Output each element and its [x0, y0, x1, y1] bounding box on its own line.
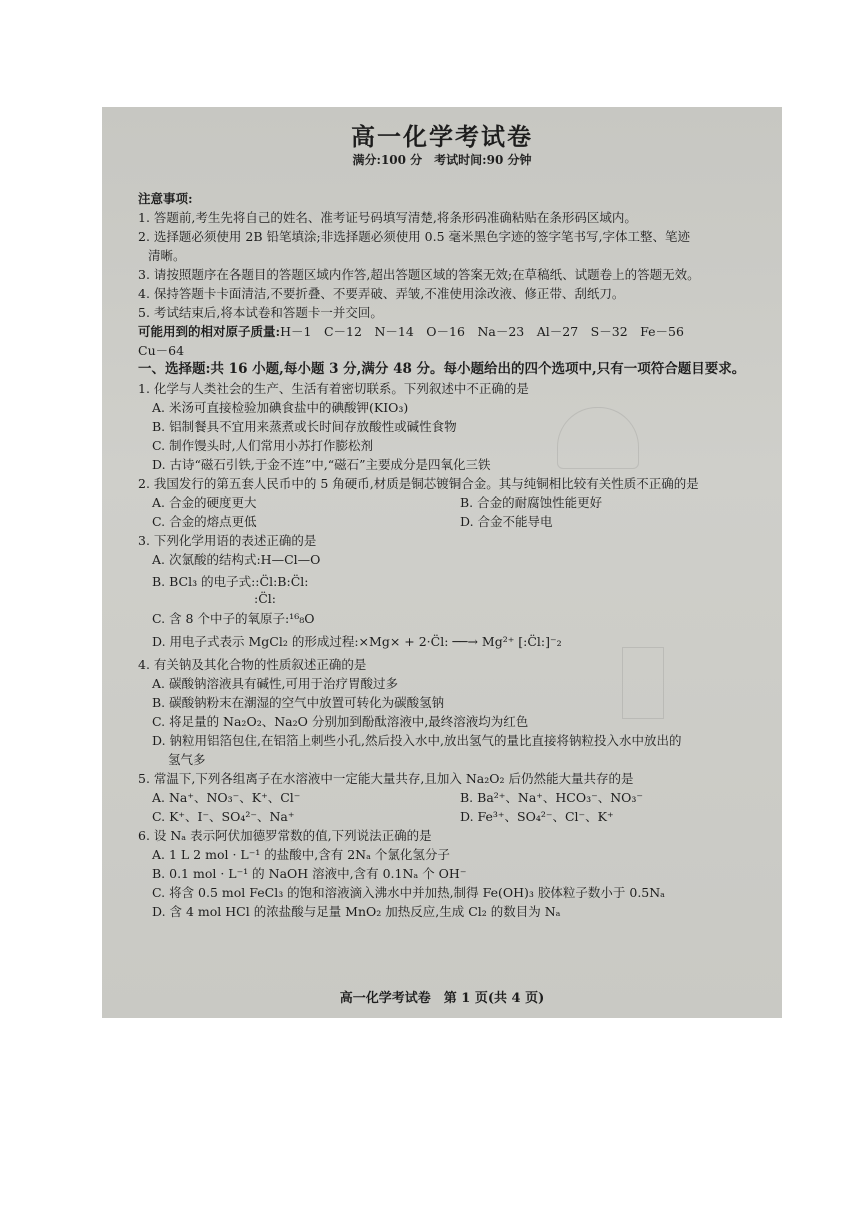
option-d-cont: 氢气多 [168, 752, 206, 767]
note-item: 清晰。 [148, 248, 186, 263]
option-a: A. Na⁺、NO₃⁻、K⁺、Cl⁻ [152, 790, 301, 805]
question-stem: 1. 化学与人类社会的生产、生活有着密切联系。下列叙述中不正确的是 [138, 381, 529, 396]
option-a: A. 次氯酸的结构式:H—Cl—O [152, 552, 321, 567]
option-c: C. 将含 0.5 mol FeCl₃ 的饱和溶液滴入沸水中并加热,制得 Fe(OH)₃ 胶体粒子数小于 0.5Nₐ [152, 885, 666, 900]
note-item: 4. 保持答题卡卡面清洁,不要折叠、不要弄破、弄皱,不准使用涂改液、修正带、刮纸刀。 [138, 286, 625, 301]
note-item: 1. 答题前,考生先将自己的姓名、准考证号码填写清楚,将条形码准确粘贴在条形码区域内。 [138, 210, 637, 225]
option-d: D. 用电子式表示 MgCl₂ 的形成过程:×Mg× + 2·C̈l: ──→ Mg²⁺ [:C̈l:]⁻₂ [152, 634, 562, 649]
page-footer: 高一化学考试卷 第 1 页(共 4 页) [339, 991, 545, 1006]
option-d: D. 合金不能导电 [460, 514, 553, 529]
option-b-structure: :C̈l: [254, 591, 276, 606]
option-row [138, 788, 768, 807]
page-title: 高一化学考试卷 [351, 122, 533, 151]
option-c: C. 将足量的 Na₂O₂、Na₂O 分别加到酚酞溶液中,最终溶液均为红色 [152, 714, 529, 729]
option-a: A. 合金的硬度更大 [152, 495, 257, 510]
section-heading: 一、选择题:共 16 小题,每小题 3 分,满分 48 分。每小题给出的四个选项中,只有一项符合题目要求。 [138, 361, 746, 377]
atomic-masses-label: 可能用到的相对原子质量: [138, 324, 281, 339]
option-row [138, 512, 768, 531]
option-d: D. Fe³⁺、SO₄²⁻、Cl⁻、K⁺ [460, 809, 614, 824]
atomic-masses-cont: Cu－64 [138, 343, 185, 358]
question-stem: 6. 设 Nₐ 表示阿伏加德罗常数的值,下列说法正确的是 [138, 828, 432, 843]
option-d: D. 钠粒用铝箔包住,在铝箔上刺些小孔,然后投入水中,放出氢气的量比直接将钠粒投入水中放出的 [152, 733, 682, 748]
option-b: B. 铝制餐具不宜用来蒸煮或长时间存放酸性或碱性食物 [152, 419, 457, 434]
option-d: D. 古诗“磁石引铁,于金不连”中,“磁石”主要成分是四氧化三铁 [152, 457, 491, 472]
notes-heading: 注意事项: [138, 191, 193, 206]
question-stem: 5. 常温下,下列各组离子在水溶液中一定能大量共存,且加入 Na₂O₂ 后仍然能大量共存的是 [138, 771, 634, 786]
option-c: C. 含 8 个中子的氧原子:¹⁶₈O [152, 611, 315, 626]
option-a: A. 1 L 2 mol · L⁻¹ 的盐酸中,含有 2Nₐ 个氯化氢分子 [152, 847, 450, 862]
option-c: C. 制作馒头时,人们常用小苏打作膨松剂 [152, 438, 374, 453]
option-a: A. 碳酸钠溶液具有碱性,可用于治疗胃酸过多 [152, 676, 398, 691]
option-d: D. 含 4 mol HCl 的浓盐酸与足量 MnO₂ 加热反应,生成 Cl₂ 的数目为 Nₐ [152, 904, 561, 919]
note-item: 5. 考试结束后,将本试卷和答题卡一并交回。 [138, 305, 383, 320]
option-b: B. 碳酸钠粉末在潮湿的空气中放置可转化为碳酸氢钠 [152, 695, 445, 710]
exam-sheet [102, 107, 782, 1018]
atomic-masses-values: H－1 C－12 N－14 O－16 Na－23 Al－27 S－32 Fe－56 [280, 324, 684, 339]
note-item: 2. 选择题必须使用 2B 铅笔填涂;非选择题必须使用 0.5 毫米黑色字迹的签字笔书写,字体工整、笔迹 [138, 229, 690, 244]
option-b: B. Ba²⁺、Na⁺、HCO₃⁻、NO₃⁻ [460, 790, 643, 805]
exam-photo [102, 107, 782, 1018]
question-stem: 2. 我国发行的第五套人民币中的 5 角硬币,材质是铜芯镀铜合金。其与纯铜相比较有关性质不正确的是 [138, 476, 699, 491]
option-b: B. 合金的耐腐蚀性能更好 [460, 495, 603, 510]
option-a: A. 米汤可直接检验加碘食盐中的碘酸钾(KIO₃) [152, 400, 409, 415]
note-item: 3. 请按照题序在各题目的答题区域内作答,超出答题区域的答案无效;在草稿纸、试题卷上的答题无效。 [138, 267, 700, 282]
atomic-masses [138, 322, 768, 341]
exam-meta: 满分:100 分 考试时间:90 分钟 [352, 153, 532, 167]
question-stem: 4. 有关钠及其化合物的性质叙述正确的是 [138, 657, 367, 672]
option-row [138, 493, 768, 512]
option-b: B. 0.1 mol · L⁻¹ 的 NaOH 溶液中,含有 0.1Nₐ 个 OH⁻ [152, 866, 467, 881]
notes-section [138, 189, 768, 921]
option-c: C. 合金的熔点更低 [152, 514, 257, 529]
option-c: C. K⁺、I⁻、SO₄²⁻、Na⁺ [152, 809, 295, 824]
question-stem: 3. 下列化学用语的表述正确的是 [138, 533, 317, 548]
option-b: B. BCl₃ 的电子式::C̈l:B:C̈l: [152, 574, 309, 589]
option-row [138, 807, 768, 826]
